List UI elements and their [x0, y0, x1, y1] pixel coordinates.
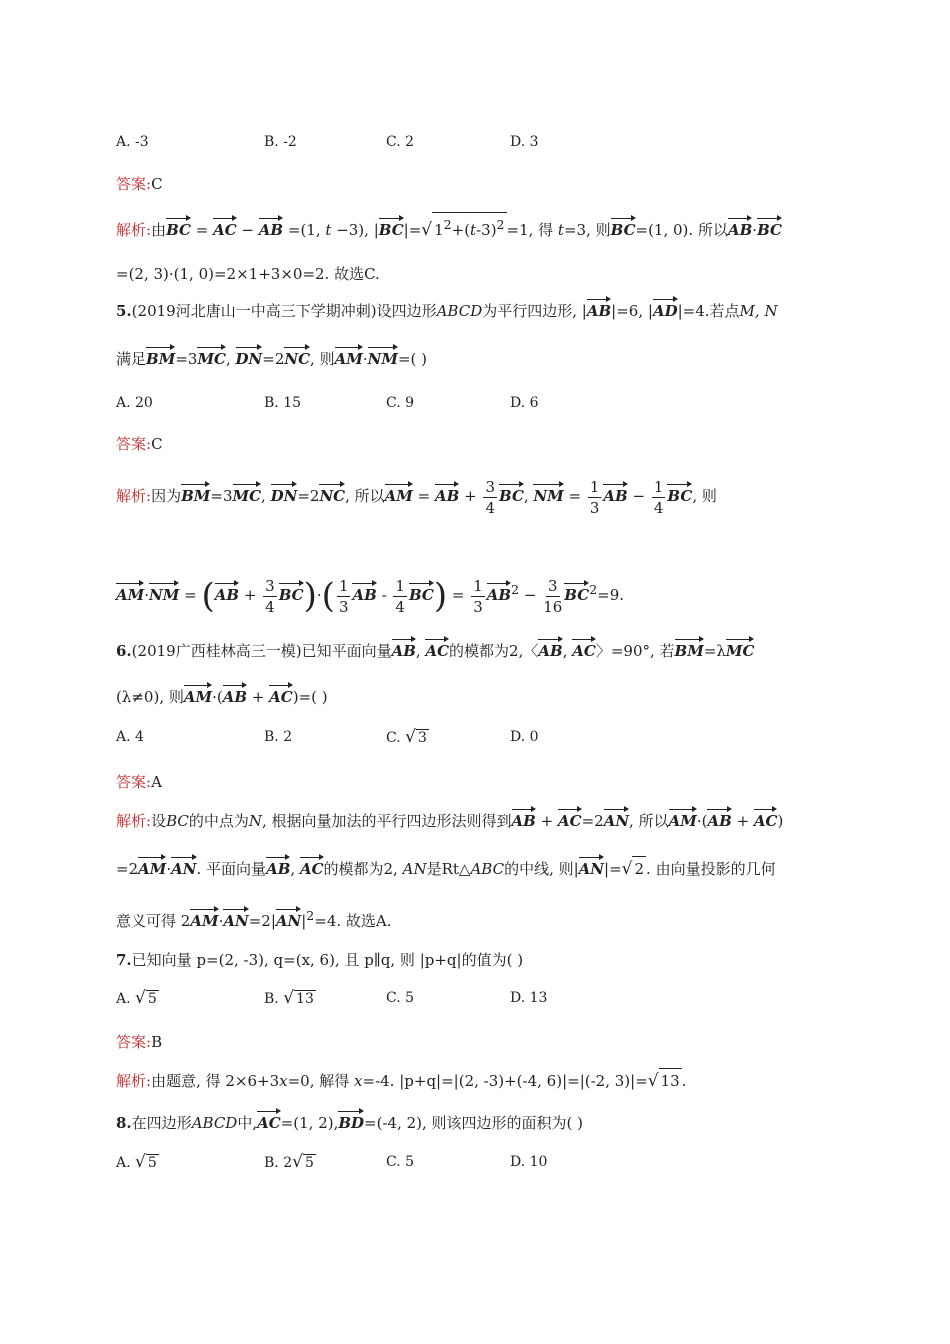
- stem-text: 为平行四边形,: [482, 302, 577, 320]
- shape-name: ABCD: [191, 1114, 238, 1132]
- stem-text: 设四边形: [376, 302, 437, 320]
- q4-solution-line2: =(2, 3)·(1, 0)=2×1+3×0=2. 故选C.: [116, 265, 380, 283]
- stem-text: 已知向量 p=(2, -3), q=(x, 6), 且 p∥q, 则 |p+q|的值为( ): [131, 951, 524, 969]
- stem-text: 在四边形: [131, 1114, 192, 1132]
- q7-stem: [116, 948, 850, 972]
- solution-label: 解析:: [116, 812, 152, 830]
- q8-stem: 8.在四边形ABCD中,AC=(1, 2),BD=(-4, 2), 则该四边形的面积为( ): [116, 1110, 850, 1135]
- q4-option-c: C. 2: [386, 134, 415, 150]
- stem-text: =4.若点: [682, 302, 740, 320]
- q8-option-b: B. 2√ 5: [264, 1152, 314, 1172]
- stem-text: =6,: [616, 302, 644, 320]
- q4-option-a: A. -3: [116, 134, 149, 150]
- q6-stem-line2: (λ≠0), 则AM·(AB + AC)=( ): [116, 684, 850, 709]
- q5-option-c: C. 9: [386, 395, 415, 411]
- q7-option-c: C. 5: [386, 990, 415, 1006]
- solution-label: 解析:: [116, 1072, 152, 1090]
- q6-option-b: B. 2: [264, 729, 293, 745]
- q5-option-b: B. 15: [264, 395, 302, 411]
- q7-option-a: A. √ 5: [116, 988, 157, 1008]
- q8-option-c: C. 5: [386, 1154, 415, 1170]
- q5-option-d: D. 6: [510, 395, 539, 411]
- q4-answer: [116, 172, 850, 196]
- stem-text: 中,: [237, 1114, 258, 1132]
- question-source: (2019广西桂林高三一模): [131, 642, 302, 660]
- q6-stem-line1: 6.(2019广西桂林高三一模)已知平面向量AB, AC的模都为2,〈AB, AC〉=90°, 若BM=λMC: [116, 638, 850, 663]
- q7-solution: 解析:由题意, 得 2×6+3x=0, 解得 x=-4. |p+q|=|(2, -3)+(-4, 6)|=|(-2, 3)|=√ 13 .: [116, 1068, 850, 1093]
- answer-value: A: [151, 773, 162, 791]
- question-number: 6.: [116, 642, 132, 660]
- solution-label: 解析:: [116, 221, 152, 239]
- stem-text: =(-4, 2), 则该四边形的面积为( ): [364, 1114, 584, 1132]
- shape-name: ABCD: [436, 302, 483, 320]
- q7-option-d: D. 13: [510, 990, 548, 1006]
- q7-option-b: B. √ 13: [264, 988, 314, 1008]
- answer-value: C: [151, 175, 163, 193]
- stem-text: 满足: [116, 350, 147, 368]
- q6-option-c: C. √ 3: [386, 727, 427, 747]
- question-number: 5.: [116, 302, 132, 320]
- q5-option-a: A. 20: [116, 395, 153, 411]
- q6-solution-line1: 解析:设BC的中点为N, 根据向量加法的平行四边形法则得到AB + AC=2AN, 所以AM·(AB + AC): [116, 808, 850, 833]
- q6-solution-line2: =2AM·AN. 平面向量AB, AC的模都为2, AN是Rt△ABC的中线, 则|AN|=√ 2 . 由向量投影的几何: [116, 856, 850, 881]
- q8-option-d: D. 10: [510, 1154, 548, 1170]
- q5-stem-line2: 满足BM=3MC, DN=2NC, 则AM·NM=( ): [116, 346, 850, 371]
- answer-label: 答案:: [116, 773, 152, 791]
- solution-label: 解析:: [116, 487, 152, 505]
- stem-text: =90°, 若: [610, 642, 675, 660]
- answer-label: 答案:: [116, 435, 152, 453]
- q5-answer: [116, 432, 850, 456]
- q5-solution-line1: 解析:因为BM=3MC, DN=2NC, 所以AM = AB + $\frac{3}{4}$ BC, NM = $\frac{1}{3}$ AB − $\frac{1}{4}$ BC, 则: [116, 477, 717, 517]
- answer-value: B: [151, 1033, 163, 1051]
- q4-solution-line1: 解析:由BC = AC − AB =(1, t −3), |BC|=√ $1^2+(t-3)^2 =1$, 得 t=3, 则BC=(1, 0). 所以AB·BC: [116, 212, 850, 242]
- q6-option-a: A. 4: [116, 729, 144, 745]
- answer-value: C: [151, 435, 163, 453]
- stem-text: =(1, 2),: [280, 1114, 339, 1132]
- question-number: 8.: [116, 1114, 132, 1132]
- q6-solution-line3: 意义可得 $2AM\cdot AN=2|AN|^2=4$. 故选A.: [116, 908, 392, 930]
- answer-label: 答案:: [116, 1033, 152, 1051]
- q6-answer: [116, 770, 850, 794]
- q4-option-d: D. 3: [510, 134, 539, 150]
- q7-answer: [116, 1030, 850, 1054]
- stem-text: 的模都为2,: [449, 642, 524, 660]
- q4-option-b: B. -2: [264, 134, 297, 150]
- q5-stem-line1: 5.(2019河北唐山一中高三下学期冲刺)设四边形ABCD为平行四边形, |AB|=6, |AD|=4.若点M, N: [116, 298, 850, 323]
- question-number: 7.: [116, 951, 132, 969]
- point-names: M, N: [739, 302, 778, 320]
- q6-option-d: D. 0: [510, 729, 539, 745]
- question-source: (2019河北唐山一中高三下学期冲刺): [131, 302, 377, 320]
- q8-option-a: A. √ 5: [116, 1152, 157, 1172]
- q5-solution-line2: AM·NM = (AB + $\frac{3}{4}$ BC)·( $\frac{1}{3}$ AB - $\frac{1}{4}$ BC) = $\frac{1}{3}$ $AB^2$ − $\frac{3}{16}$ $BC^2=9$.: [116, 576, 625, 616]
- stem-text: 已知平面向量: [301, 642, 392, 660]
- answer-label: 答案:: [116, 175, 152, 193]
